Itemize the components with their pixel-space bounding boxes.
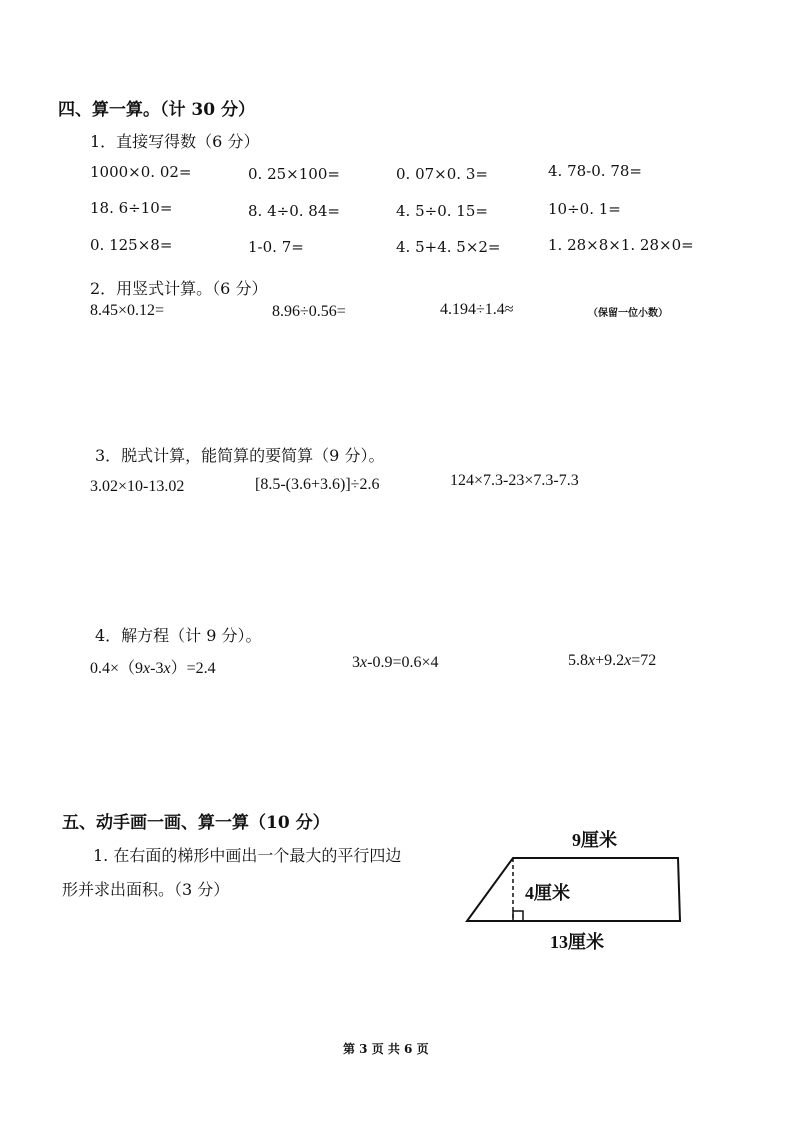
q1-item: 10÷0. 1= [548,200,621,218]
top-base-label: 9厘米 [572,830,617,850]
q3-item: 3.02×10-13.02 [90,478,185,495]
q2-title: 2．用竖式计算。（6 分） [90,279,268,298]
q3-title: 3．脱式计算，能简算的要简算（9 分）。 [95,446,385,465]
q1-item: 18. 6÷10= [90,199,173,217]
section5-title: 五、动手画一画、算一算（10 分） [62,813,330,833]
q1-item: 1000×0. 02= [90,163,192,181]
q3-item: [8.5-(3.6+3.6)]÷2.6 [255,476,380,493]
height-label: 4厘米 [525,883,570,903]
section4-title: 四、算一算。（计 30 分） [58,100,255,120]
q2-item: 4.194÷1.4≈ [440,301,514,318]
bottom-base-label: 13厘米 [550,932,604,952]
equation-1: 0.4×（9x-3x）=2.4 [90,660,216,677]
q5-line2: 形并求出面积。（3 分） [62,880,230,899]
equation-3: 5.8x+9.2x=72 [568,652,657,669]
q1-item: 1-0. 7= [248,238,304,256]
q1-item: 4. 78-0. 78= [548,162,642,180]
q1-item: 1. 28×8×1. 28×0= [548,236,694,254]
q1-item: 0. 25×100= [248,165,340,183]
trapezoid-shape [467,858,680,921]
q1-item: 0. 07×0. 3= [396,165,488,183]
q2-item: 8.45×0.12= [90,302,165,319]
q1-item: 8. 4÷0. 84= [248,202,340,220]
q4-title: 4．解方程（计 9 分）。 [95,626,262,645]
equation-2: 3x-0.9=0.6×4 [352,654,439,671]
q1-title: 1．直接写得数（6 分） [90,132,260,151]
q2-note: （保留一位小数） [588,308,668,319]
q1-item: 4. 5+4. 5×2= [396,238,501,256]
q5-line1: 1. 在右面的梯形中画出一个最大的平行四边 [93,846,402,865]
q1-item: 0. 125×8= [90,236,173,254]
q3-item: 124×7.3-23×7.3-7.3 [450,472,579,489]
page-footer: 第 3 页 共 6 页 [343,1042,429,1056]
q2-item: 8.96÷0.56= [272,303,346,320]
right-angle-mark [513,911,523,921]
q1-item: 4. 5÷0. 15= [396,202,488,220]
